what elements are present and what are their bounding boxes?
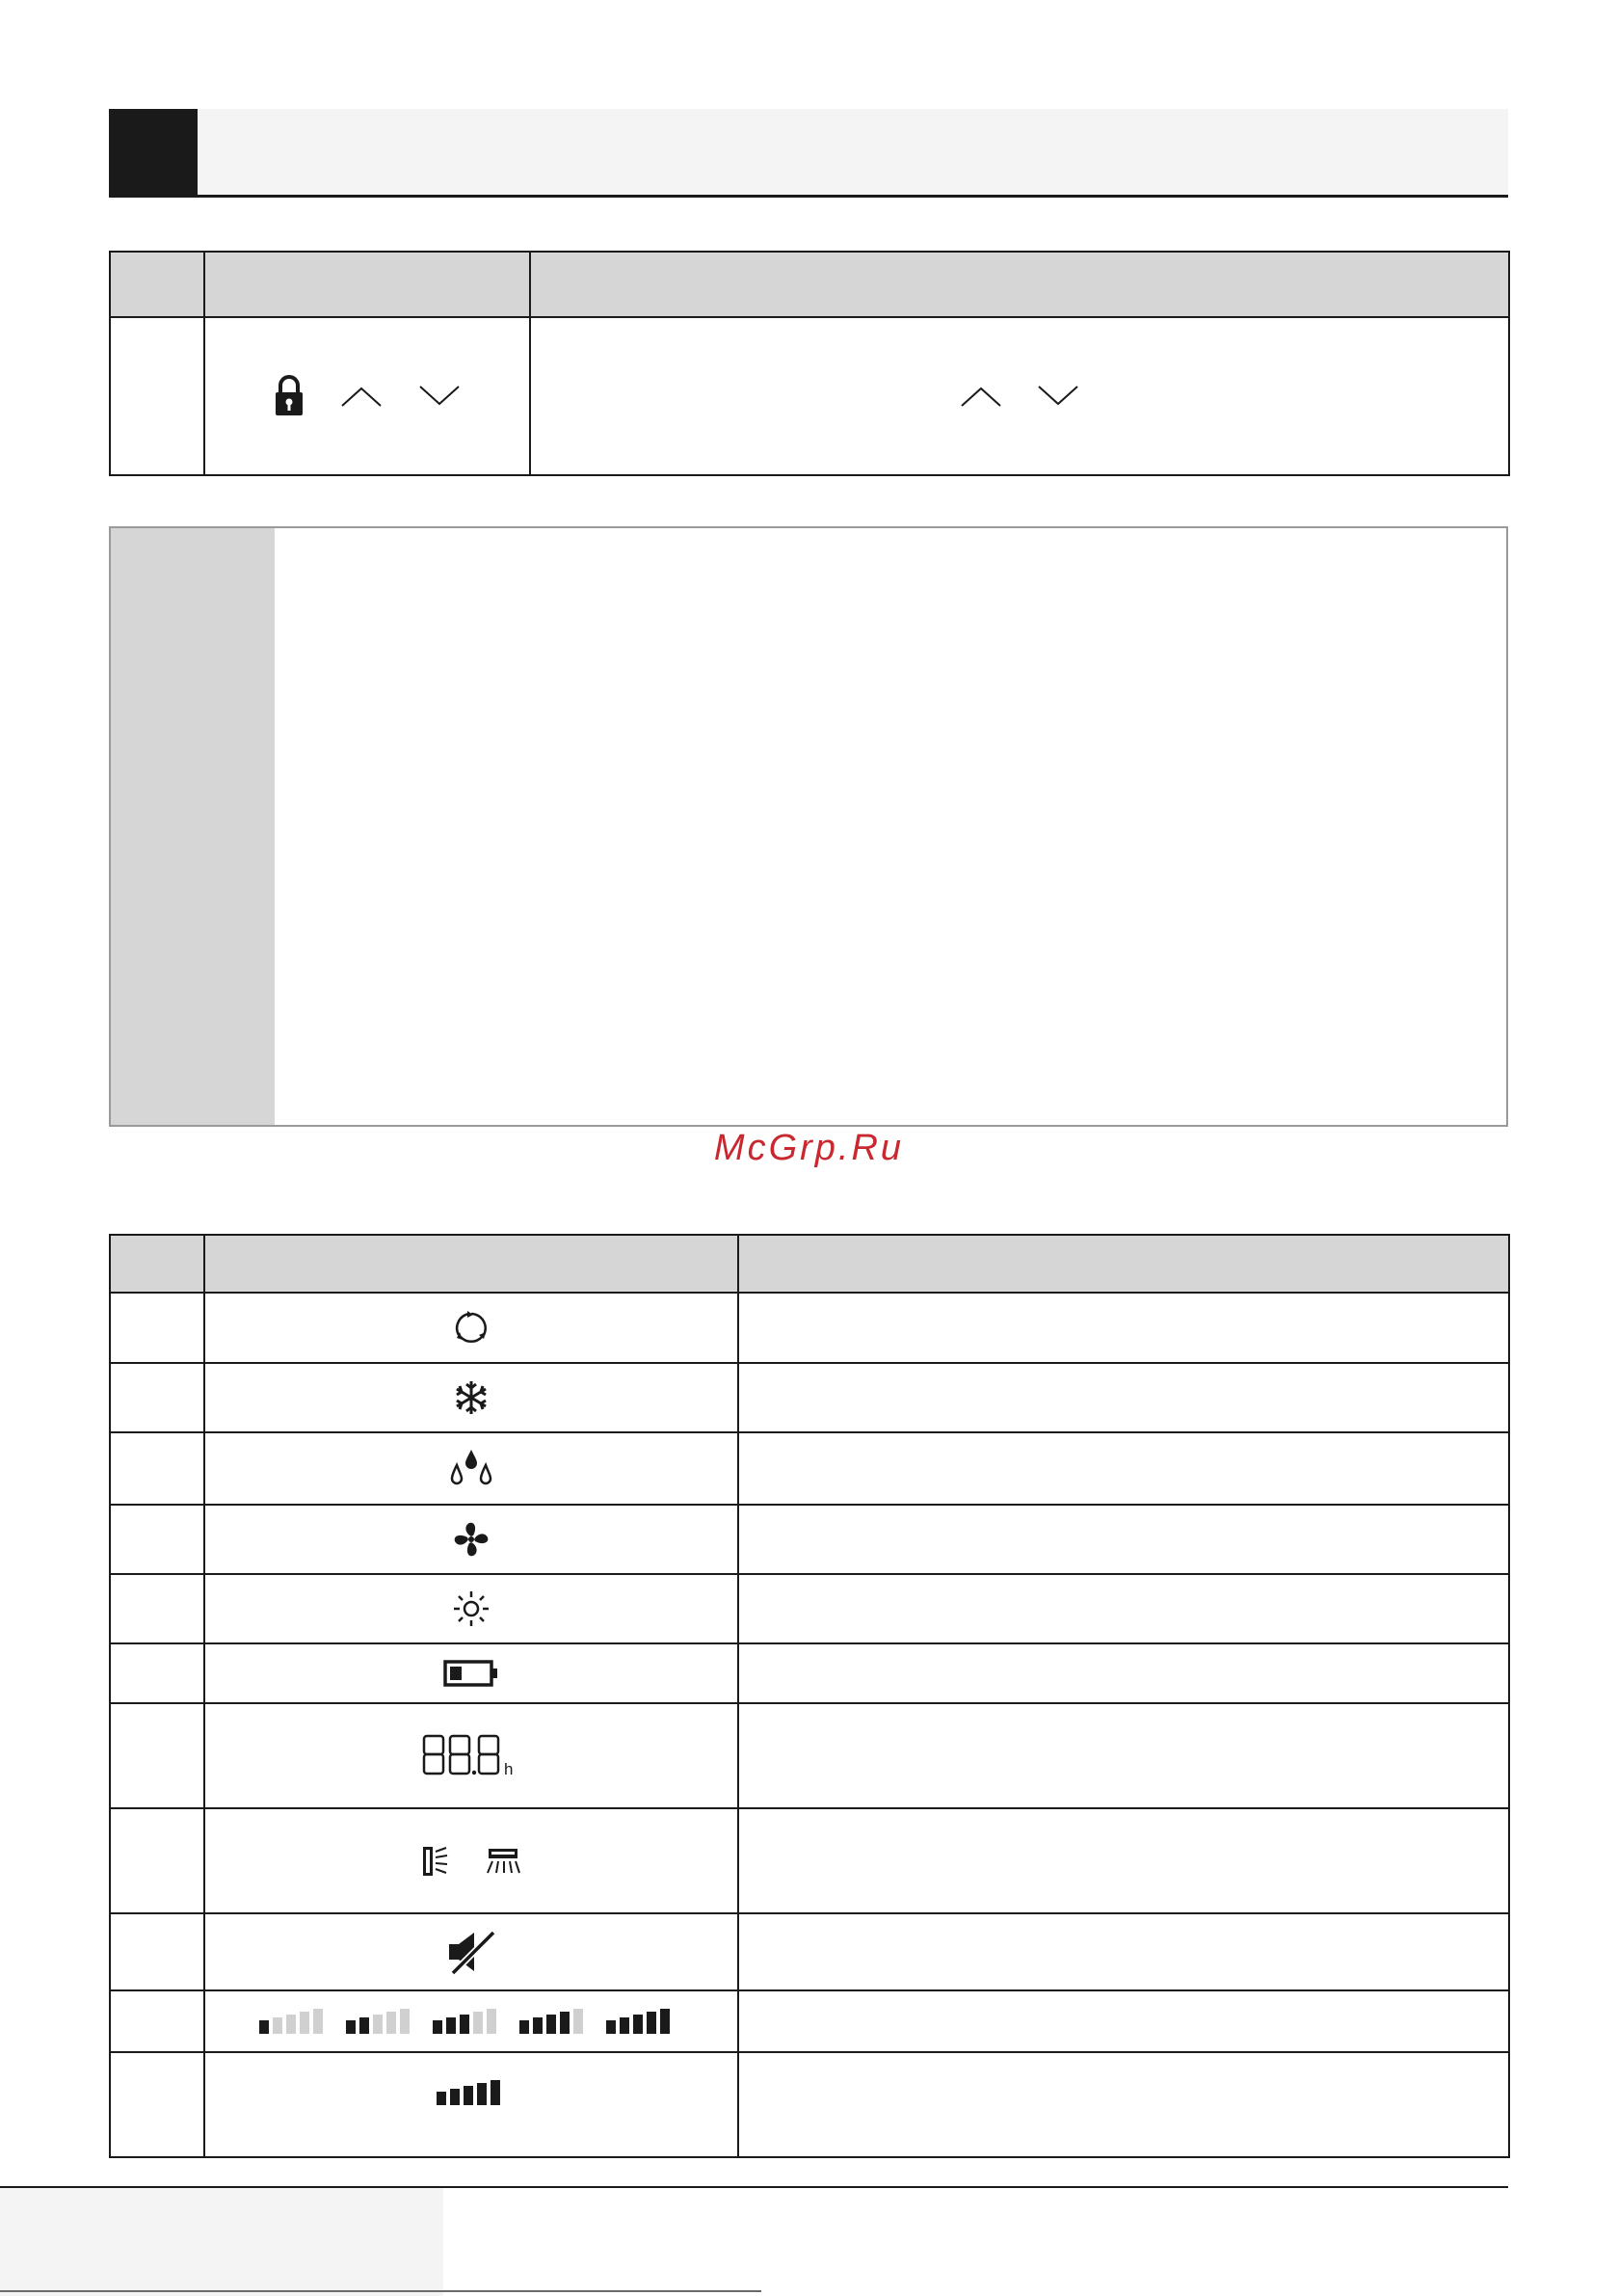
- symbol-cell: [204, 1293, 738, 1363]
- speed-bar: [620, 2017, 629, 2034]
- table-row: [110, 1643, 1509, 1703]
- function-description-cell: [530, 317, 1509, 475]
- symbol-cell: [204, 1913, 738, 1990]
- sun-icon: [452, 1589, 491, 1628]
- footer-underline: [0, 2290, 761, 2292]
- symbol-cell: [204, 1703, 738, 1808]
- table-row: [110, 1505, 1509, 1574]
- speed-bar-group: [437, 2080, 500, 2105]
- speed-bar: [359, 2017, 369, 2034]
- col-header-no: [110, 1235, 204, 1293]
- speed-bar: [546, 2015, 556, 2034]
- chevron-up-icon: [340, 385, 383, 408]
- speed-bar-group: [606, 2009, 670, 2034]
- speed-bar: [647, 2012, 656, 2034]
- col-header-no: [110, 252, 204, 317]
- meaning-cell: [738, 1363, 1509, 1432]
- row-number-cell: [110, 1703, 204, 1808]
- speed-bar: [560, 2012, 570, 2034]
- row-number-cell: [110, 1913, 204, 1990]
- speed-bar: [273, 2017, 282, 2034]
- fan-speed-levels-icon: [259, 2007, 683, 2036]
- symbol-cell: [204, 1505, 738, 1574]
- table-row: [110, 1363, 1509, 1432]
- fan-speed-full-icon: [435, 2078, 508, 2107]
- speed-bar: [464, 2086, 473, 2105]
- speed-bar: [446, 2017, 456, 2034]
- footer-band: [0, 2188, 443, 2296]
- header-divider: [109, 195, 1508, 198]
- table-row: [110, 1703, 1509, 1808]
- fan-icon: [452, 1520, 491, 1559]
- symbol-cell: [204, 2052, 738, 2157]
- speed-bar: [300, 2012, 309, 2034]
- row-number-cell: [110, 2052, 204, 2157]
- chevron-down-icon: [1037, 385, 1079, 408]
- speed-bar: [491, 2080, 500, 2105]
- speed-bar: [573, 2009, 583, 2034]
- meaning-cell: [738, 2052, 1509, 2157]
- symbol-cell: [204, 1808, 738, 1913]
- symbol-cell: [204, 1990, 738, 2052]
- meaning-cell: [738, 1432, 1509, 1505]
- symbol-cell: [204, 1432, 738, 1505]
- symbol-cell: [204, 1643, 738, 1703]
- meaning-cell: [738, 1505, 1509, 1574]
- timer-display-icon: [421, 1732, 521, 1780]
- row-number-cell: [110, 1643, 204, 1703]
- section-number-block: [109, 109, 198, 198]
- meaning-cell: [738, 1808, 1509, 1913]
- meaning-cell: [738, 1574, 1509, 1643]
- row-number-cell: [110, 1505, 204, 1574]
- note-sidebar: [111, 528, 275, 1125]
- row-number-cell: [110, 317, 204, 475]
- col-header-symbol: [204, 1235, 738, 1293]
- symbol-cell: [204, 1363, 738, 1432]
- table-row: [110, 2052, 1509, 2157]
- display-symbols-table: [109, 1234, 1510, 2158]
- table-row: [110, 1432, 1509, 1505]
- col-header-function: [530, 252, 1509, 317]
- row-number-cell: [110, 1432, 204, 1505]
- table-row: [110, 317, 1509, 475]
- symbol-cell: [204, 1574, 738, 1643]
- speed-bar: [373, 2015, 383, 2034]
- lock-icon: [274, 375, 305, 417]
- row-number-cell: [110, 1574, 204, 1643]
- speed-bar: [487, 2009, 496, 2034]
- speed-bar: [433, 2020, 442, 2034]
- speed-bar: [259, 2020, 269, 2034]
- table-row: [110, 1913, 1509, 1990]
- meaning-cell: [738, 1990, 1509, 2052]
- speed-bar-group: [433, 2009, 496, 2034]
- horizontal-swing-icon: [485, 1847, 521, 1876]
- row-number-cell: [110, 1808, 204, 1913]
- speed-bar: [477, 2083, 487, 2105]
- button-icons-cell: [204, 317, 530, 475]
- speed-bar-group: [346, 2009, 410, 2034]
- button-table: [109, 251, 1510, 476]
- col-header-meaning: [738, 1235, 1509, 1293]
- table-row: [110, 1808, 1509, 1913]
- chevron-up-icon: [960, 385, 1002, 408]
- table-row: [110, 1990, 1509, 2052]
- speed-bar: [519, 2020, 529, 2034]
- vertical-swing-icon: [421, 1844, 450, 1879]
- watermark: McGrp.Ru: [713, 1128, 905, 1168]
- speed-bar-group: [259, 2009, 323, 2034]
- speed-bar: [473, 2012, 483, 2034]
- speed-bar: [386, 2012, 396, 2034]
- speed-bar: [606, 2020, 616, 2034]
- table-row: [110, 1574, 1509, 1643]
- col-header-button: [204, 252, 530, 317]
- snowflake-icon: [452, 1378, 491, 1417]
- speed-bar: [313, 2009, 323, 2034]
- auto-mode-icon: [452, 1309, 491, 1348]
- meaning-cell: [738, 1703, 1509, 1808]
- mute-icon: [445, 1929, 497, 1975]
- speed-bar: [660, 2009, 670, 2034]
- speed-bar: [633, 2015, 643, 2034]
- timer-unit-label: h: [504, 1759, 514, 1778]
- speed-bar: [400, 2009, 410, 2034]
- chevron-down-icon: [418, 385, 461, 408]
- battery-low-icon: [443, 1659, 499, 1688]
- note-box: [109, 526, 1508, 1127]
- row-number-cell: [110, 1363, 204, 1432]
- drops-icon: [448, 1448, 494, 1490]
- row-number-cell: [110, 1293, 204, 1363]
- speed-bar: [460, 2015, 469, 2034]
- speed-bar: [286, 2015, 296, 2034]
- speed-bar: [450, 2089, 460, 2105]
- row-number-cell: [110, 1990, 204, 2052]
- meaning-cell: [738, 1913, 1509, 1990]
- meaning-cell: [738, 1643, 1509, 1703]
- meaning-cell: [738, 1293, 1509, 1363]
- speed-bar-group: [519, 2009, 583, 2034]
- speed-bar: [346, 2020, 356, 2034]
- speed-bar: [437, 2092, 446, 2105]
- speed-bar: [533, 2017, 543, 2034]
- section-title-band: [198, 109, 1508, 195]
- table-row: [110, 1293, 1509, 1363]
